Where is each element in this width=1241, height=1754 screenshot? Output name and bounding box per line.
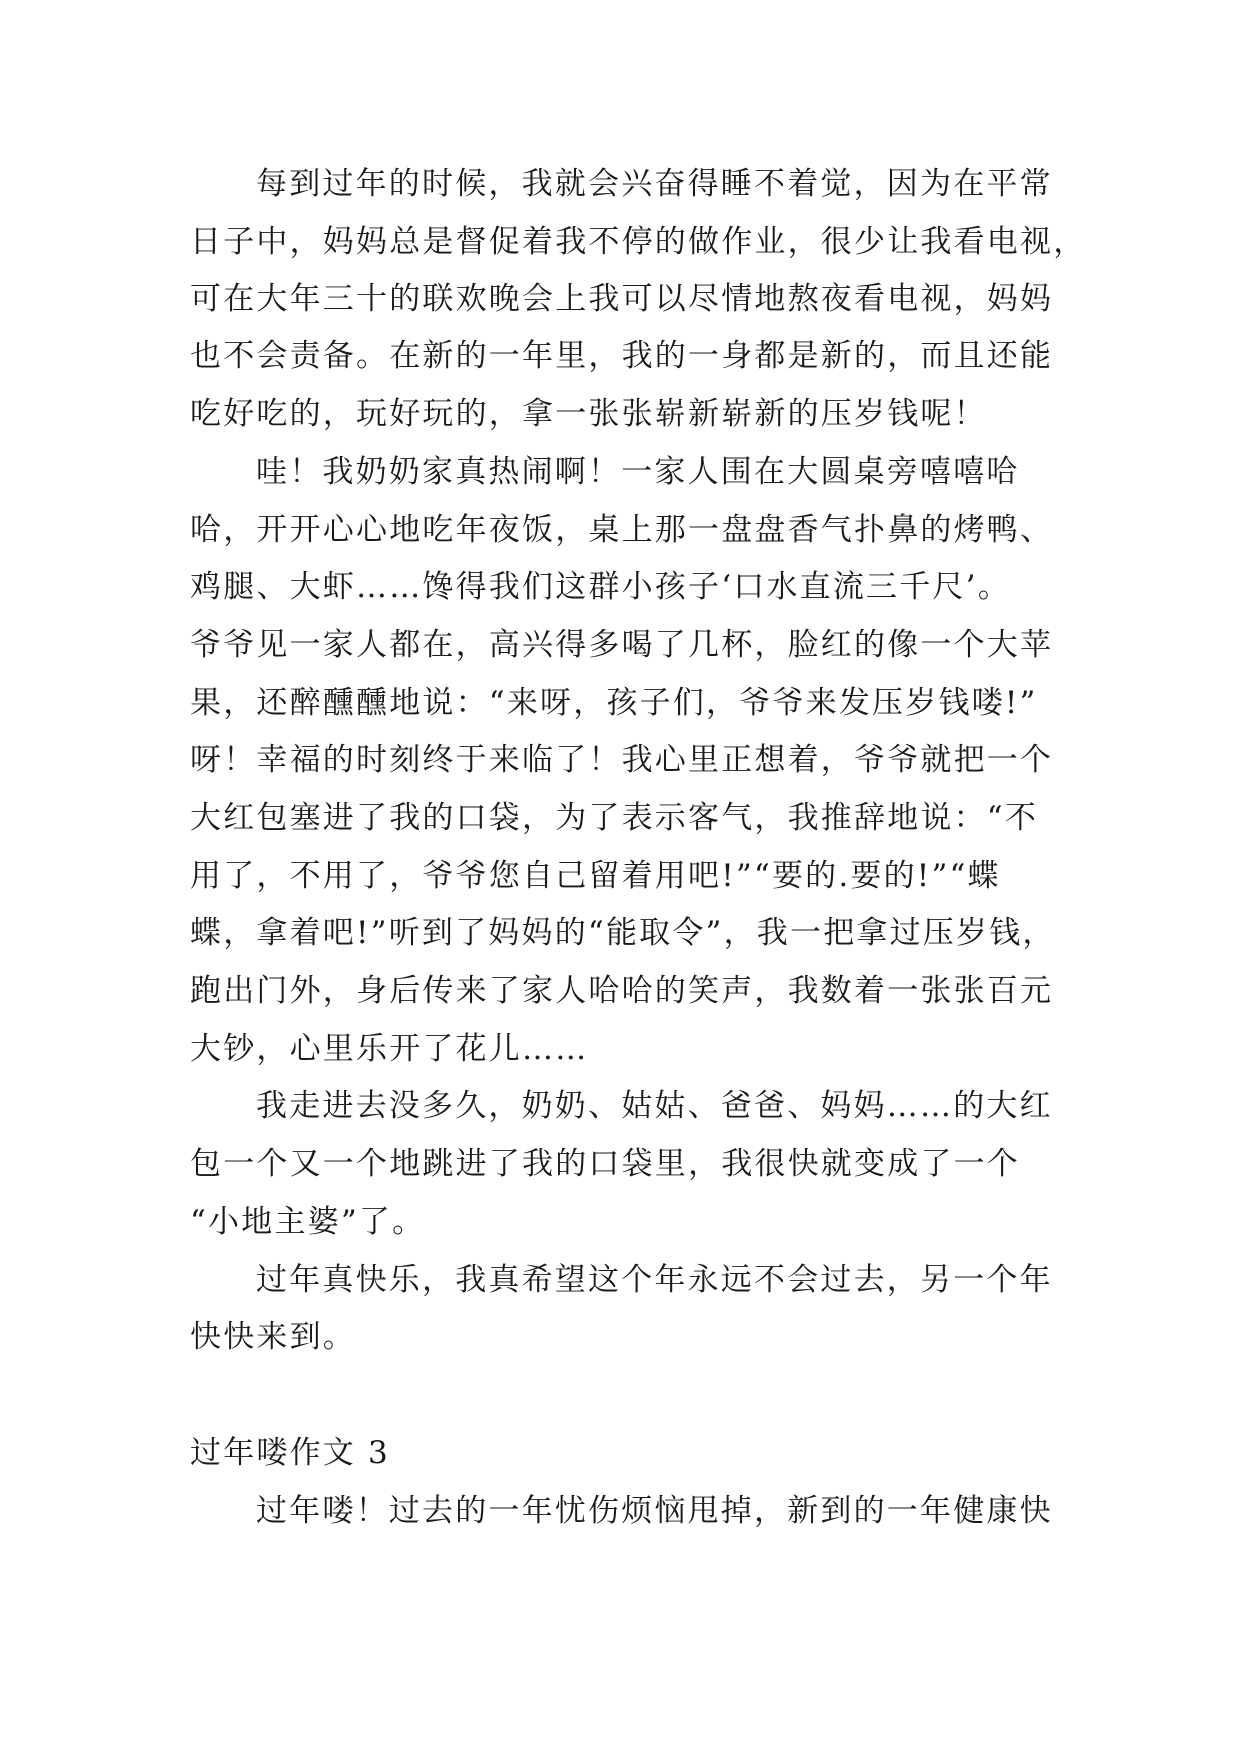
text-line: 大红包塞进了我的口袋，为了表示客气，我推辞地说：“不 <box>190 800 1039 836</box>
text-line: 用了，不用了，爷爷您自己留着用吧!”“要的.要的!”“蝶 <box>190 858 1001 894</box>
text-line: 跑出门外，身后传来了家人哈哈的笑声，我数着一张张百元 <box>190 973 1054 1009</box>
text-line: 蝶，拿着吧!”听到了妈妈的“能取令”，我一把拿过压岁钱， <box>190 915 1056 951</box>
text-line: 吃好吃的，玩好玩的，拿一张张崭新崭新的压岁钱呢！ <box>190 396 987 432</box>
text-line: 哈，开开心心地吃年夜饭，桌上那一盘盘香气扑鼻的烤鸭、 <box>190 512 1054 548</box>
text-line: 果，还醉醺醺地说：“来呀，孩子们，爷爷来发压岁钱喽!” <box>190 685 1038 721</box>
text-line: 包一个又一个地跳进了我的口袋里，我很快就变成了一个 <box>190 1146 1020 1182</box>
text-line: 大钞，心里乐开了花儿…… <box>190 1031 589 1067</box>
text-line: 快快来到。 <box>190 1319 356 1355</box>
text-line: 每到过年的时候，我就会兴奋得睡不着觉，因为在平常 <box>256 166 1053 202</box>
text-line: 呀！幸福的时刻终于来临了！我心里正想着，爷爷就把一个 <box>190 742 1054 778</box>
text-line: 哇！我奶奶家真热闹啊！一家人围在大圆桌旁嘻嘻哈 <box>256 454 1020 490</box>
text-line: “小地主婆”了。 <box>190 1204 426 1240</box>
text-line: 可在大年三十的联欢晚会上我可以尽情地熬夜看电视，妈妈 <box>190 281 1054 317</box>
text-line: 过年真快乐，我真希望这个年永远不会过去，另一个年 <box>256 1262 1053 1298</box>
text-line: 过年喽！过去的一年忧伤烦恼甩掉，新到的一年健康快 <box>256 1493 1053 1529</box>
text-line: 鸡腿、大虾……馋得我们这群小孩子‘口水直流三千尺’。 <box>190 569 1011 605</box>
text-line: 我走进去没多久，奶奶、姑姑、爸爸、妈妈……的大红 <box>256 1088 1053 1124</box>
text-line: 也不会责备。在新的一年里，我的一身都是新的，而且还能 <box>190 338 1054 374</box>
text-line: 爷爷见一家人都在，高兴得多喝了几杯，脸红的像一个大苹 <box>190 627 1054 663</box>
section-heading: 过年喽作文 3 <box>190 1435 390 1471</box>
text-line: 日子中，妈妈总是督促着我不停的做作业，很少让我看电视， <box>190 224 1087 260</box>
